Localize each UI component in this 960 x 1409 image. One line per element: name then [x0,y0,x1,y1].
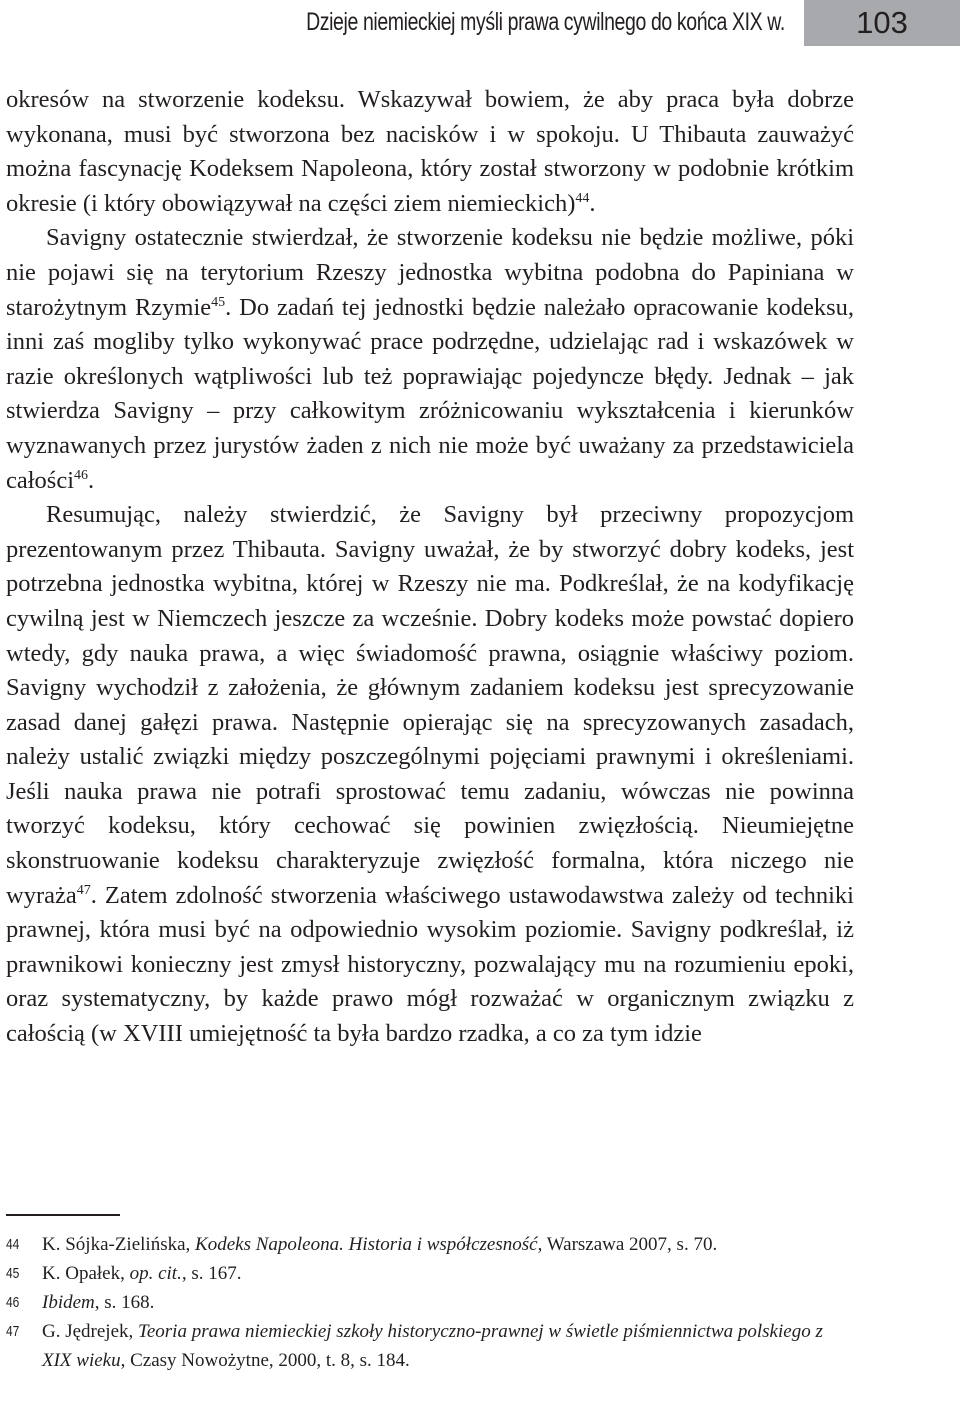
footnote-number: 45 [6,1265,20,1282]
page-number: 103 [804,0,960,46]
footnote-ref: 45 [211,294,226,310]
cited-title: Kodeks Napoleona. Historia i współczesność [195,1234,538,1255]
footnote-number: 44 [6,1236,20,1253]
cited-title: Teoria prawa niemieckiej szkoły historyczno-prawnej w świetle piśmiennictwa polskiego z XIX wieku [42,1321,823,1371]
body-text [6,83,854,1052]
footnote-ref: 46 [74,467,89,483]
footnote-ref: 47 [76,882,91,898]
footnote-ref: 44 [575,190,590,206]
running-title: Dzieje niemieckiej myśli prawa cywilnego do końca XIX w. [306,8,785,36]
paragraph: Resumując, należy stwierdzić, że Savigny był przeciwny propozycjom prezentowanym przez Thibauta. Savigny uważał, że by stworzyć dobry kodeks, jest potrzebna jednostka wybitna, której w Rzeszy nie ma. Podkreślał, że na kodyfikację cywilną jest w Niemczech jeszcze za wcześnie. Dobry kodeks może powstać dopiero wtedy, gdy nauka prawa, a więc świadomość prawna, osiągnie właściwy poziom. Savigny wychodził z założenia, że głównym zadaniem kodeksu jest sprecyzowanie zasad danej gałęzi prawa. Następnie opierając się na sprecyzowanych zasadach, należy ustalić związki między poszczególnymi pojęciami prawnymi i określeniami. Jeśli nauka prawa nie potrafi sprostować temu zadaniu, wówczas nie powinna tworzyć kodeksu, który cechować się powinien zwięzłością. Nieumiejętne skonstruowanie kodeksu charakteryzuje zwięzłość formalna, która niczego nie wyraża$^{47}$. Zatem zdolność stworzenia właściwego ustawodawstwa zależy od techniki prawnej, która musi być na odpowiednio wysokim poziomie. Savigny podkreślał, iż prawnikowi konieczny jest zmysł historyczny, pozwalający mu na rozumieniu epoki, oraz systematyczny, by każde prawo mógł rozważać w organicznym związku z całością (w XVIII umiejętność ta była bardzo rzadka, a co za tym idzie [6,501,854,1048]
footnote: 45 K. Opałek, op. cit., s. 167. [6,1259,854,1288]
page-header [0,0,960,50]
footnote-number: 46 [6,1294,20,1311]
footnotes [6,1230,854,1375]
cited-title: op. cit. [129,1263,182,1284]
cited-title: Ibidem [42,1292,95,1313]
footnote: 46 Ibidem, s. 168. [6,1288,854,1317]
footnote: 47 G. Jędrejek, Teoria prawa niemieckiej szkoły historyczno-prawnej w świetle piśmiennictwa polskiego z XIX wieku, Czasy Nowożytne, 2000, t. 8, s. 184. [6,1317,854,1375]
footnote-number: 47 [6,1323,20,1340]
footnote: 44 K. Sójka-Zielińska, Kodeks Napoleona. Historia i współczesność, Warszawa 2007, s. 70. [6,1230,854,1259]
footnote-separator [6,1214,120,1216]
paragraph: Savigny ostatecznie stwierdzał, że stworzenie kodeksu nie będzie możliwe, póki nie pojawi się na terytorium Rzeszy jednostka wybitna podobna do Papiniana w starożytnym Rzymie$^{45}$. Do zadań tej jednostki będzie należało opracowanie kodeksu, inni zaś mogliby tylko wykonywać prace podrzędne, udzielając rad i wskazówek w razie określonych wątpliwości lub też poprawiając pojedyncze błędy. Jednak – jak stwierdza Savigny – przy całkowitym zróżnicowaniu wykształcenia i kierunków wyznawanych przez jurystów żaden z nich nie może być uważany za przedstawiciela całości$^{46}$. [6,224,854,494]
paragraph: okresów na stworzenie kodeksu. Wskazywał bowiem, że aby praca była dobrze wykonana, musi być stworzona bez nacisków i w spokoju. U Thibauta zauważyć można fascynację Kodeksem Napoleona, który został stworzony w podobnie krótkim okresie (i który obowiązywał na części ziem niemieckich)$^{44}$. [6,86,854,217]
